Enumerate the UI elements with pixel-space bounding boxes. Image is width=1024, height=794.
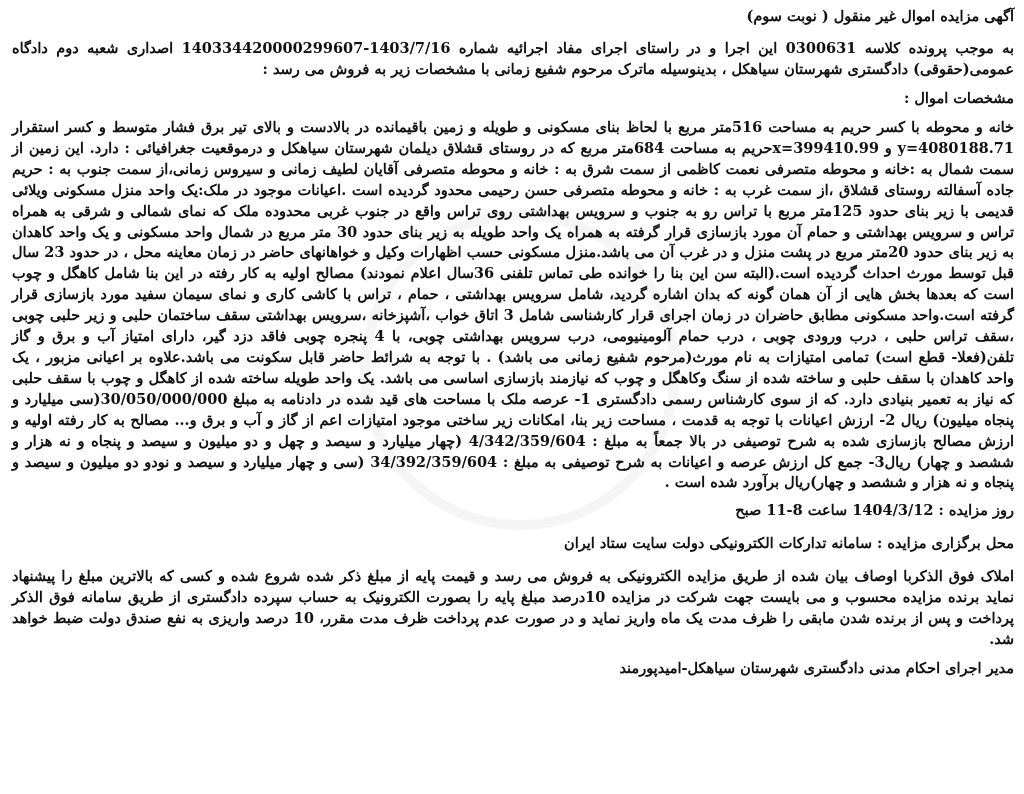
document-title: آگهی مزایده اموال غیر منقول ( نوبت سوم) xyxy=(746,8,1014,25)
signature-line: مدیر اجرای احکام مدنی دادگستری شهرستان سیاهکل-امیدپورمند xyxy=(619,660,1014,678)
auction-terms: املاک فوق الذکربا اوصاف بیان شده از طریق مزایده الکترونیکی به فروش می رسد و قیمت پایه از مبلغ ذکر شده شروع شده و کسی که بالاترین مبلغ را پیشنهاد نماید برنده مزایده محسوب و می بایست جهت شرکت در مزایده 10درصد مبلغ پایه را بصورت الکترونیک به حساب سپرده دادگستری از طریق سامانه فوق الذکر پرداخت و پس از برنده شدن مابقی را ظرف مدت یک ماه واریز نماید و در صورت عدم پرداخت ظرف مدت مقرر، 10 درصد واریزی به نفع صندق دولت ضبط خواهد شد. xyxy=(12,568,1014,649)
property-description: خانه و محوطه با کسر حریم به مساحت 516متر مربع با لحاظ بنای مسکونی و طویله و زمین باقیمانده در بالادست و بالای تیر برق فشار متوسط و کسر استقرار 4080188.71=y و 399410.99=xحریم به مساحت 684متر مربع که در روستای قشلاق دیلمان شهرستان سیاهکل و درموقعیت جغرافیائی : دارد. این زمین از سمت شمال به :خانه و محوطه متصرفی نعمت کاظمی از سمت شرق به : خانه و محوطه متصرفی آقایان لطیف زمانی و سیروس زمانی،از سمت جنوب به : حریم جاده آسفالته روستای قشلاق ،از سمت غرب به : خانه و محوطه متصرفی حسن رحیمی محدود گردیده است .اعیانات موجود در ملک:یک واحد منزل مسکونی ویلائی قدیمی با زیر بنای حدود 125متر مربع با تراس رو به جنوب و سرویس بهداشتی روی تراس واقع در جنوب غربی محدوده ملک که نمای شمالی و شرقی به همراه تراس و سرویس بهداشتی و حمام آن مورد بازسازی قرار گرفته به همراه یک واحد طویله به زیر بنای حدود 30 متر مربع در شمال واحد مسکونی و یک واحد کاهدان به زیر بنای حدود 20متر مربع در پشت منزل و در غرب آن می باشد.منزل مسکونی حسب اظهارات وکیل و خواهانهای حاضر در زمان معاینه محل ، در حدود 23 سال قبل توسط مورث احداث گردیده است.(البته سن این بنا را خوانده طی تماس تلفنی 36سال اعلام نمودند) مصالح اولیه به کار رفته در این بنا شامل کاهگل و چوب است که بعدها بخش هایی از آن همان گونه که بدان اشاره گردید، شامل سرویس بهداشتی ، حمام ، تراس با کاشی کاری و نمای سیمان سفید مورد بازسازی قرار گرفته است.واحد مسکونی مطابق حاضران در زمان اجرای قرار کارشناسی شامل 3 اتاق خواب ،آشپزخانه ،سرویس بهداشتی سقف ساختمان حلبی و زیر حلبی چوبی ،سقف تراس حلبی ، درب ورودی چوبی ، درب حمام آلومینیومی، درب سرویس بهداشتی چوبی، با 4 پنجره چوبی فاقد دزد گیر، دارای امتیاز آب و برق و گاز تلفن(فعلا- قطع است) تمامی امتیازات به نام مورث(مرحوم شفیع زمانی می باشد) . با توجه به شرائط حاضر قابل سکونت می باشد.علاوه بر اعیانی مزبور ، یک واحد کاهدان با سقف حلبی و ساخته شده از سنگ وکاهگل و چوب که نیازمند بازسازی اساسی می باشد. یک واحد طویله ساخته شده از کاهگل و چوب با سقف حلبی که نیاز به تعمیر بنیادی دارد. که از سوی کارشناس رسمی دادگستری 1- عرصه ملک با مساحت های قید شده در دادنامه به مبلغ 30/050/000/000(سی میلیارد و پنجاه میلیون) ریال 2- ارزش اعیانات با توجه به قدمت ، مساحت زیر بنا، امکانات زیر ساختی موجود امتیازات اعم از گاز و آب و برق و... مصالح به کار رفته اولیه و ارزش مصالح بازسازی شده به شرح توصیفی در بالا جمعاً به مبلغ : 4/342/359/604 (چهار میلیارد و سیصد و چهل و دو میلیون و سیصد و پنجاه و نه هزار و ششصد و چهار) ریال3- جمع کل ارزش عرصه و اعیانات به شرح توصیفی به مبلغ : 34/392/359/604 (سی و چهار میلیارد و سیصد و نودو دو میلیون و سیصد و پنجاه و نه هزار و ششصد و چهار)ریال برآورد شده است . xyxy=(12,119,1015,492)
specs-heading: مشخصات اموال : xyxy=(903,90,1014,107)
intro-paragraph: به موجب پرونده کلاسه 0300631 این اجرا و در راستای اجرای مفاد اجرائیه شماره 1403/7/16-140334420000299607 اصداری شعبه دوم دادگاه عمومی(حقوقی) دادگستری شهرستان سیاهکل ، بدینوسیله ماترک مرحوم شفیع زمانی با مشخصات زیر به فروش می رسد : xyxy=(12,40,1014,78)
auction-date: روز مزایده : 1404/3/12 ساعت 8-11 صبح xyxy=(735,502,1014,520)
auction-notice-document xyxy=(12,6,1014,790)
auction-place: محل برگزاری مزایده : سامانه تدارکات الکترونیکی دولت سایت ستاد ایران xyxy=(564,535,1014,553)
